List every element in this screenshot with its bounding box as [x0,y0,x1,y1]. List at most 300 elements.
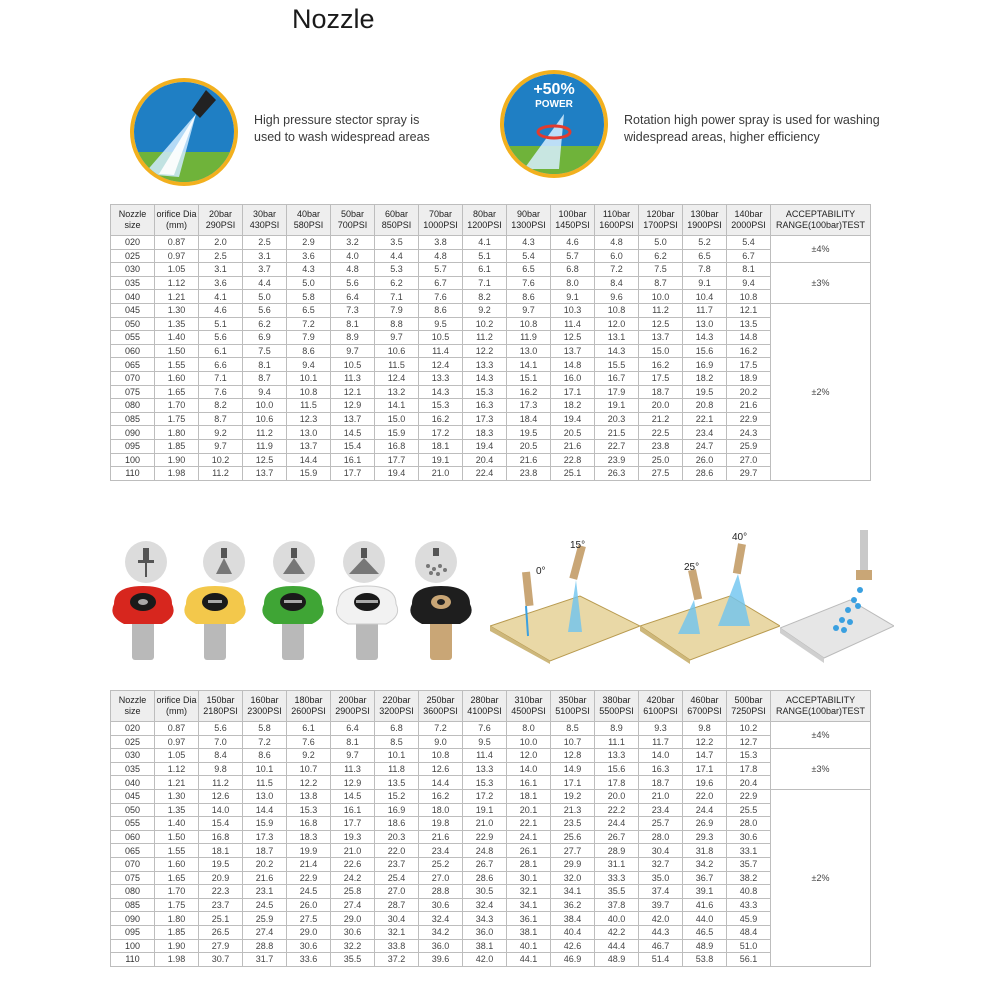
flow-cell: 36.0 [419,939,463,953]
flow-cell: 11.9 [507,331,551,345]
flow-table-high-pressure [110,690,871,967]
flow-cell: 7.6 [287,735,331,749]
flow-cell: 16.3 [463,399,507,413]
flow-cell: 11.8 [375,762,419,776]
flow-cell: 10.6 [243,412,287,426]
header-pressure: 20bar 290PSI [199,205,243,236]
flow-cell: 4.0 [331,249,375,263]
flow-cell: 9.5 [419,317,463,331]
flow-cell: 40.1 [507,939,551,953]
flow-cell: 18.7 [639,776,683,790]
flow-cell: 6.4 [331,290,375,304]
flow-cell: 42.0 [639,912,683,926]
flow-cell: 23.9 [595,453,639,467]
flow-cell: 17.7 [375,453,419,467]
flow-cell: 17.3 [463,412,507,426]
flow-cell: 17.5 [639,371,683,385]
flow-cell: 39.7 [639,898,683,912]
nozzle-size-cell: 055 [111,331,155,345]
flow-cell: 5.0 [287,276,331,290]
flow-cell: 24.2 [331,871,375,885]
flow-cell: 8.1 [727,263,771,277]
flow-cell: 7.2 [287,317,331,331]
flow-cell: 12.0 [507,749,551,763]
flow-cell: 10.0 [507,735,551,749]
flow-cell: 7.6 [463,722,507,736]
flow-cell: 11.2 [639,303,683,317]
flow-cell: 33.8 [375,939,419,953]
flow-cell: 6.9 [243,331,287,345]
flow-cell: 16.2 [639,358,683,372]
flow-cell: 12.5 [551,331,595,345]
twentyfive-degree-fan-icon [272,540,316,584]
header-pressure: 40bar 580PSI [287,205,331,236]
orifice-cell: 1.85 [155,925,199,939]
acceptability-cell: ±2% [771,789,871,966]
flow-cell: 17.9 [595,385,639,399]
header-pressure: 250bar 3600PSI [419,691,463,722]
flow-cell: 17.1 [551,776,595,790]
flow-cell: 16.9 [375,803,419,817]
flow-cell: 48.9 [595,953,639,967]
flow-cell: 17.3 [243,830,287,844]
flow-cell: 14.3 [463,371,507,385]
flow-cell: 16.0 [551,371,595,385]
header-orifice-dia: orifice Dia (mm) [155,205,199,236]
flow-cell: 13.7 [639,331,683,345]
flow-cell: 12.9 [331,399,375,413]
flow-cell: 9.6 [595,290,639,304]
table-row [111,857,871,871]
flow-cell: 16.1 [507,776,551,790]
flow-cell: 21.4 [287,857,331,871]
flow-cell: 27.5 [287,912,331,926]
flow-cell: 27.5 [639,467,683,481]
flow-cell: 15.3 [463,776,507,790]
flow-cell: 6.0 [595,249,639,263]
nozzle-size-cell: 095 [111,439,155,453]
flow-cell: 18.6 [375,817,419,831]
header-pressure: 140bar 2000PSI [727,205,771,236]
flow-cell: 12.8 [551,749,595,763]
flow-cell: 25.5 [727,803,771,817]
flow-cell: 3.7 [243,263,287,277]
flow-cell: 7.5 [639,263,683,277]
flow-cell: 14.0 [507,762,551,776]
flow-cell: 13.8 [287,789,331,803]
orifice-cell: 1.55 [155,358,199,372]
flow-cell: 11.5 [287,399,331,413]
flow-cell: 29.3 [683,830,727,844]
flow-cell: 13.7 [287,439,331,453]
flow-cell: 16.2 [419,412,463,426]
flow-cell: 8.1 [331,735,375,749]
nozzle-size-cell: 100 [111,939,155,953]
nozzle-size-cell: 085 [111,412,155,426]
flow-cell: 17.7 [331,467,375,481]
nozzle-size-cell: 065 [111,844,155,858]
orifice-cell: 1.40 [155,817,199,831]
table-row [111,885,871,899]
flow-cell: 22.1 [683,412,727,426]
flow-cell: 6.6 [199,358,243,372]
flow-cell: 11.4 [419,344,463,358]
flow-cell: 8.7 [639,276,683,290]
header-acceptability: ACCEPTABILITY RANGE(100bar)TEST [771,691,871,722]
header-orifice-dia: orifice Dia (mm) [155,691,199,722]
flow-cell: 10.5 [419,331,463,345]
flow-cell: 25.1 [199,912,243,926]
table-row [111,749,871,763]
flow-cell: 21.2 [639,412,683,426]
flow-cell: 4.3 [287,263,331,277]
flow-cell: 23.8 [639,439,683,453]
flow-cell: 36.1 [507,912,551,926]
flow-cell: 11.9 [243,439,287,453]
orifice-cell: 1.98 [155,467,199,481]
flow-cell: 20.3 [595,412,639,426]
flow-cell: 15.6 [683,344,727,358]
flow-cell: 22.9 [727,789,771,803]
flow-cell: 20.2 [727,385,771,399]
nozzle-size-cell: 025 [111,735,155,749]
flow-cell: 4.4 [243,276,287,290]
table-row [111,249,871,263]
flow-cell: 26.9 [683,817,727,831]
table-row [111,898,871,912]
table-row [111,467,871,481]
flow-cell: 9.4 [727,276,771,290]
flow-cell: 10.7 [551,735,595,749]
flow-cell: 14.8 [727,331,771,345]
table-row [111,331,871,345]
flow-cell: 28.1 [507,857,551,871]
flow-cell: 8.6 [419,303,463,317]
flow-cell: 7.2 [595,263,639,277]
flow-cell: 23.5 [551,817,595,831]
header-pressure: 160bar 2300PSI [243,691,287,722]
flow-cell: 15.3 [419,399,463,413]
flow-cell: 21.6 [727,399,771,413]
flow-cell: 4.8 [419,249,463,263]
orifice-cell: 1.35 [155,317,199,331]
flow-cell: 5.6 [199,722,243,736]
header-pressure: 130bar 1900PSI [683,205,727,236]
flow-cell: 14.3 [683,331,727,345]
flow-cell: 18.2 [683,371,727,385]
flow-cell: 6.1 [199,344,243,358]
flow-cell: 7.9 [375,303,419,317]
flow-cell: 30.1 [507,871,551,885]
flow-cell: 15.1 [507,371,551,385]
flow-cell: 11.5 [243,776,287,790]
flow-cell: 8.1 [243,358,287,372]
table-row [111,912,871,926]
flow-cell: 38.4 [551,912,595,926]
orifice-cell: 1.85 [155,439,199,453]
flow-cell: 25.6 [551,830,595,844]
flow-cell: 8.5 [375,735,419,749]
flow-cell: 11.4 [551,317,595,331]
flow-cell: 48.4 [727,925,771,939]
flow-cell: 3.8 [419,236,463,250]
flow-cell: 28.8 [243,939,287,953]
flow-cell: 26.7 [595,830,639,844]
flow-cell: 25.1 [551,467,595,481]
flow-cell: 17.1 [683,762,727,776]
flow-cell: 11.3 [331,762,375,776]
flow-cell: 22.9 [287,871,331,885]
flow-cell: 28.8 [419,885,463,899]
flow-cell: 22.1 [507,817,551,831]
flow-cell: 20.2 [243,857,287,871]
flow-cell: 14.8 [551,358,595,372]
flow-cell: 22.4 [463,467,507,481]
flow-cell: 18.9 [727,371,771,385]
header-pressure: 200bar 2900PSI [331,691,375,722]
table-row [111,735,871,749]
flow-cell: 11.5 [375,358,419,372]
table-row [111,358,871,372]
orifice-cell: 1.55 [155,844,199,858]
flow-cell: 12.5 [243,453,287,467]
flow-cell: 27.4 [331,898,375,912]
flow-cell: 19.9 [287,844,331,858]
flow-cell: 13.0 [507,344,551,358]
flow-cell: 5.4 [727,236,771,250]
orifice-cell: 1.12 [155,762,199,776]
table-row [111,276,871,290]
flow-cell: 7.9 [287,331,331,345]
table-row [111,830,871,844]
flow-cell: 23.8 [507,467,551,481]
flow-cell: 24.3 [727,426,771,440]
flow-cell: 24.5 [243,898,287,912]
flow-cell: 32.2 [331,939,375,953]
flow-cell: 10.1 [375,749,419,763]
flow-cell: 48.9 [683,939,727,953]
flow-cell: 46.7 [639,939,683,953]
flow-cell: 22.9 [463,830,507,844]
flow-cell: 35.5 [595,885,639,899]
flow-cell: 10.3 [551,303,595,317]
red-nozzle-tip [108,582,178,662]
flow-cell: 9.7 [331,749,375,763]
flow-cell: 29.0 [331,912,375,926]
flow-cell: 19.5 [683,385,727,399]
flow-cell: 17.2 [419,426,463,440]
flow-cell: 7.6 [199,385,243,399]
flow-cell: 33.1 [727,844,771,858]
flow-cell: 4.1 [199,290,243,304]
flow-cell: 5.3 [375,263,419,277]
flow-cell: 11.2 [199,776,243,790]
flow-cell: 30.6 [331,925,375,939]
flow-cell: 13.3 [463,762,507,776]
flow-cell: 20.5 [507,439,551,453]
flow-cell: 13.1 [595,331,639,345]
flow-cell: 9.7 [507,303,551,317]
flow-cell: 18.1 [419,439,463,453]
flow-cell: 17.2 [463,789,507,803]
flow-cell: 28.6 [463,871,507,885]
angle-label-25: 25° [684,562,700,573]
flow-cell: 7.2 [243,735,287,749]
flow-cell: 19.3 [331,830,375,844]
flow-cell: 10.4 [683,290,727,304]
flow-cell: 46.5 [683,925,727,939]
orifice-cell: 1.70 [155,885,199,899]
zero-degree-jet-icon [124,540,168,584]
nozzle-size-cell: 030 [111,749,155,763]
table-row [111,803,871,817]
nozzle-size-cell: 065 [111,358,155,372]
orifice-cell: 1.65 [155,385,199,399]
flow-cell: 18.1 [199,844,243,858]
flow-cell: 26.0 [287,898,331,912]
flow-cell: 9.7 [375,331,419,345]
flow-cell: 3.5 [375,236,419,250]
flow-cell: 25.9 [243,912,287,926]
flow-cell: 20.1 [507,803,551,817]
table-row [111,925,871,939]
table-row [111,453,871,467]
nozzle-size-cell: 075 [111,385,155,399]
table-row [111,290,871,304]
sector-spray-icon [130,78,238,186]
flow-cell: 6.2 [243,317,287,331]
flow-cell: 19.5 [199,857,243,871]
flow-cell: 10.8 [507,317,551,331]
nozzle-size-cell: 035 [111,762,155,776]
orifice-cell: 0.97 [155,249,199,263]
flow-cell: 9.4 [243,385,287,399]
flow-cell: 20.9 [199,871,243,885]
flow-cell: 13.5 [375,776,419,790]
orifice-cell: 1.35 [155,803,199,817]
acceptability-cell: ±3% [771,749,871,790]
flow-cell: 8.2 [199,399,243,413]
flow-cell: 8.6 [287,344,331,358]
header-pressure: 280bar 4100PSI [463,691,507,722]
flow-cell: 39.6 [419,953,463,967]
flow-cell: 20.8 [683,399,727,413]
page-title: Nozzle [292,4,375,34]
orifice-cell: 1.65 [155,871,199,885]
table-row [111,939,871,953]
flow-cell: 20.3 [375,830,419,844]
flow-cell: 18.3 [463,426,507,440]
flow-cell: 10.2 [199,453,243,467]
orifice-cell: 1.30 [155,303,199,317]
nozzle-size-cell: 020 [111,236,155,250]
orifice-cell: 1.05 [155,749,199,763]
flow-cell: 12.7 [727,735,771,749]
nozzle-size-cell: 070 [111,371,155,385]
flow-cell: 13.7 [331,412,375,426]
flow-cell: 5.8 [287,290,331,304]
flow-cell: 21.0 [331,844,375,858]
flow-cell: 34.3 [463,912,507,926]
flow-cell: 21.6 [507,453,551,467]
flow-cell: 35.5 [331,953,375,967]
flow-cell: 9.2 [463,303,507,317]
nozzle-size-cell: 110 [111,953,155,967]
flow-cell: 30.5 [463,885,507,899]
nozzle-size-cell: 030 [111,263,155,277]
flow-cell: 33.3 [595,871,639,885]
yellow-nozzle-tip [180,582,250,662]
flow-cell: 23.1 [243,885,287,899]
orifice-cell: 1.60 [155,857,199,871]
flow-cell: 4.4 [375,249,419,263]
flow-cell: 38.2 [727,871,771,885]
flow-cell: 29.0 [287,925,331,939]
header-pressure: 180bar 2600PSI [287,691,331,722]
white-nozzle-tip [332,582,402,662]
flow-cell: 44.1 [507,953,551,967]
flow-cell: 12.5 [639,317,683,331]
flow-cell: 12.6 [419,762,463,776]
header-pressure: 350bar 5100PSI [551,691,595,722]
flow-cell: 6.8 [375,722,419,736]
flow-cell: 32.4 [463,898,507,912]
flow-cell: 13.5 [727,317,771,331]
feature-1-description: High pressure stector spray is used to wash widespread areas [254,113,430,144]
flow-cell: 13.3 [419,371,463,385]
flow-cell: 6.4 [331,722,375,736]
flow-cell: 9.3 [639,722,683,736]
flow-cell: 14.5 [331,426,375,440]
flow-cell: 5.8 [243,722,287,736]
flow-cell: 24.1 [507,830,551,844]
soap-spray-icon [414,540,458,584]
flow-cell: 44.4 [595,939,639,953]
flow-cell: 17.5 [727,358,771,372]
header-pressure: 30bar 430PSI [243,205,287,236]
flow-cell: 17.1 [551,385,595,399]
header-pressure: 80bar 1200PSI [463,205,507,236]
fifteen-degree-fan-icon [202,540,246,584]
flow-cell: 26.1 [507,844,551,858]
soap-spray-diagram [780,530,894,664]
flow-cell: 10.0 [243,399,287,413]
table-row [111,776,871,790]
flow-cell: 14.0 [199,803,243,817]
flow-cell: 4.8 [331,263,375,277]
flow-cell: 19.1 [595,399,639,413]
flow-cell: 30.6 [287,939,331,953]
flow-cell: 6.5 [683,249,727,263]
flow-cell: 32.1 [375,925,419,939]
table-row [111,426,871,440]
flow-cell: 30.4 [375,912,419,926]
table-row [111,263,871,277]
flow-cell: 24.4 [683,803,727,817]
flow-cell: 10.2 [727,722,771,736]
flow-cell: 6.1 [463,263,507,277]
flow-cell: 23.7 [199,898,243,912]
flow-cell: 4.8 [595,236,639,250]
nozzle-size-cell: 025 [111,249,155,263]
flow-cell: 17.8 [595,776,639,790]
flow-cell: 31.1 [595,857,639,871]
flow-cell: 27.9 [199,939,243,953]
flow-cell: 11.2 [243,426,287,440]
flow-cell: 9.2 [199,426,243,440]
flow-cell: 28.9 [595,844,639,858]
flow-cell: 19.4 [463,439,507,453]
